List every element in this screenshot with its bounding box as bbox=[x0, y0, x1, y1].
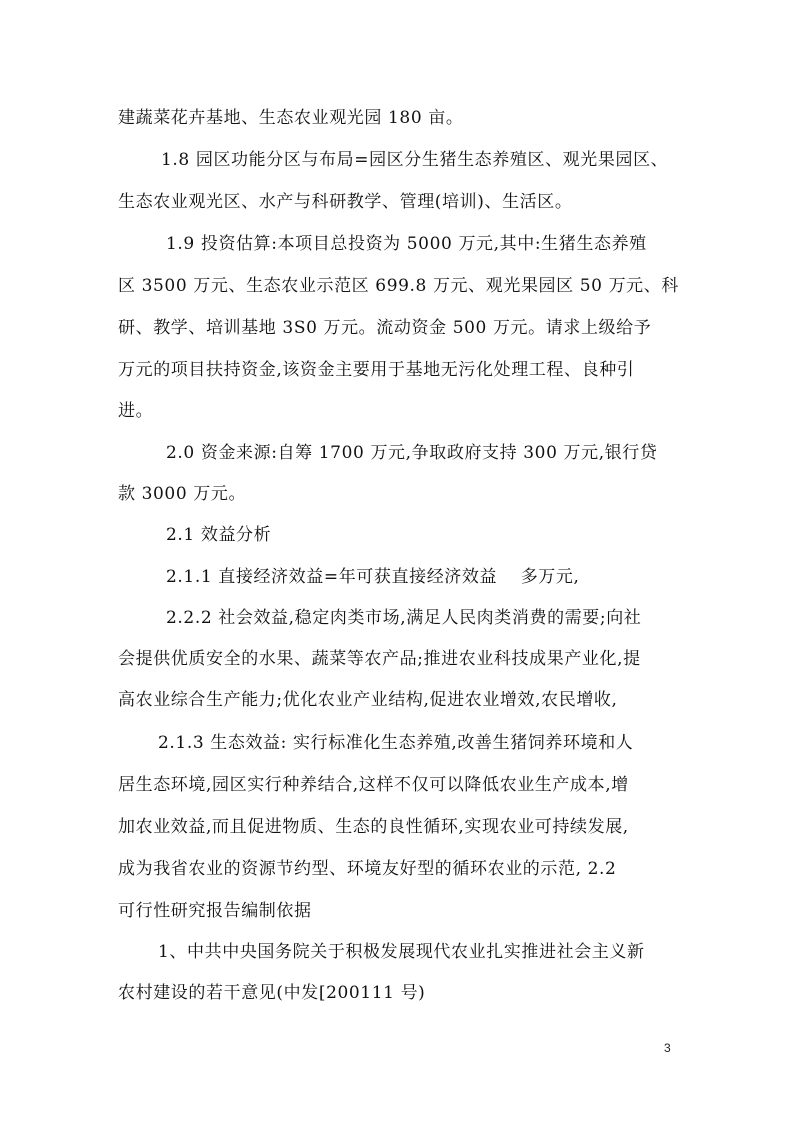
text-line: 2.1.1 直接经济效益=年可获直接经济效益 多万元, bbox=[166, 567, 580, 587]
text-line: 2.1.3 生态效益: 实行标准化生态养殖,改善生猪饲养环境和人 bbox=[158, 733, 634, 753]
text-line: 2.2.2 社会效益,稳定肉类市场,满足人民肉类消费的需要;向社 bbox=[166, 608, 642, 628]
text-line: 进。 bbox=[118, 401, 154, 421]
section-heading: 2.1 效益分析 bbox=[166, 525, 272, 545]
text-line: 会提供优质安全的水果、蔬菜等农产品;推进农业科技成果产业化,提 bbox=[118, 649, 641, 669]
text-line: 1、中共中央国务院关于积极发展现代农业扎实推进社会主义新 bbox=[158, 942, 645, 962]
text-line: 成为我省农业的资源节约型、环境友好型的循环农业的示范, 2.2 bbox=[118, 859, 617, 879]
text-line: 研、教学、培训基地 3S0 万元。流动资金 500 万元。请求上级给予 bbox=[118, 318, 652, 338]
text-line: 生态农业观光区、水产与科研教学、管理(培训)、生活区。 bbox=[118, 192, 573, 212]
text-line: 高农业综合生产能力;优化农业产业结构,促进农业增效,农民增收, bbox=[118, 690, 618, 710]
text-line: 1.9 投资估算:本项目总投资为 5000 万元,其中:生猪生态养殖 bbox=[166, 234, 647, 254]
text-line: 区 3500 万元、生态农业示范区 699.8 万元、观光果园区 50 万元、科 bbox=[118, 276, 679, 296]
text-line: 可行性研究报告编制依据 bbox=[118, 901, 312, 921]
text-line: 加农业效益,而且促进物质、生态的良性循环,实现农业可持续发展, bbox=[118, 817, 629, 837]
text-line: 农村建设的若干意见(中发[200111 号) bbox=[118, 983, 426, 1003]
text-line: 款 3000 万元。 bbox=[118, 484, 247, 504]
text-line: 居生态环境,园区实行种养结合,这样不仅可以降低农业生产成本,增 bbox=[118, 775, 629, 795]
text-line: 建蔬菜花卉基地、生态农业观光园 180 亩。 bbox=[118, 108, 464, 128]
text-line: 万元的项目扶持资金,该资金主要用于基地无污化处理工程、良种引 bbox=[118, 360, 635, 380]
text-line: 1.8 园区功能分区与布局=园区分生猪生态养殖区、观光果园区、 bbox=[161, 150, 669, 170]
text-line: 2.0 资金来源:自筹 1700 万元,争取政府支持 300 万元,银行贷 bbox=[166, 443, 658, 463]
page-number: 3 bbox=[664, 1041, 671, 1055]
